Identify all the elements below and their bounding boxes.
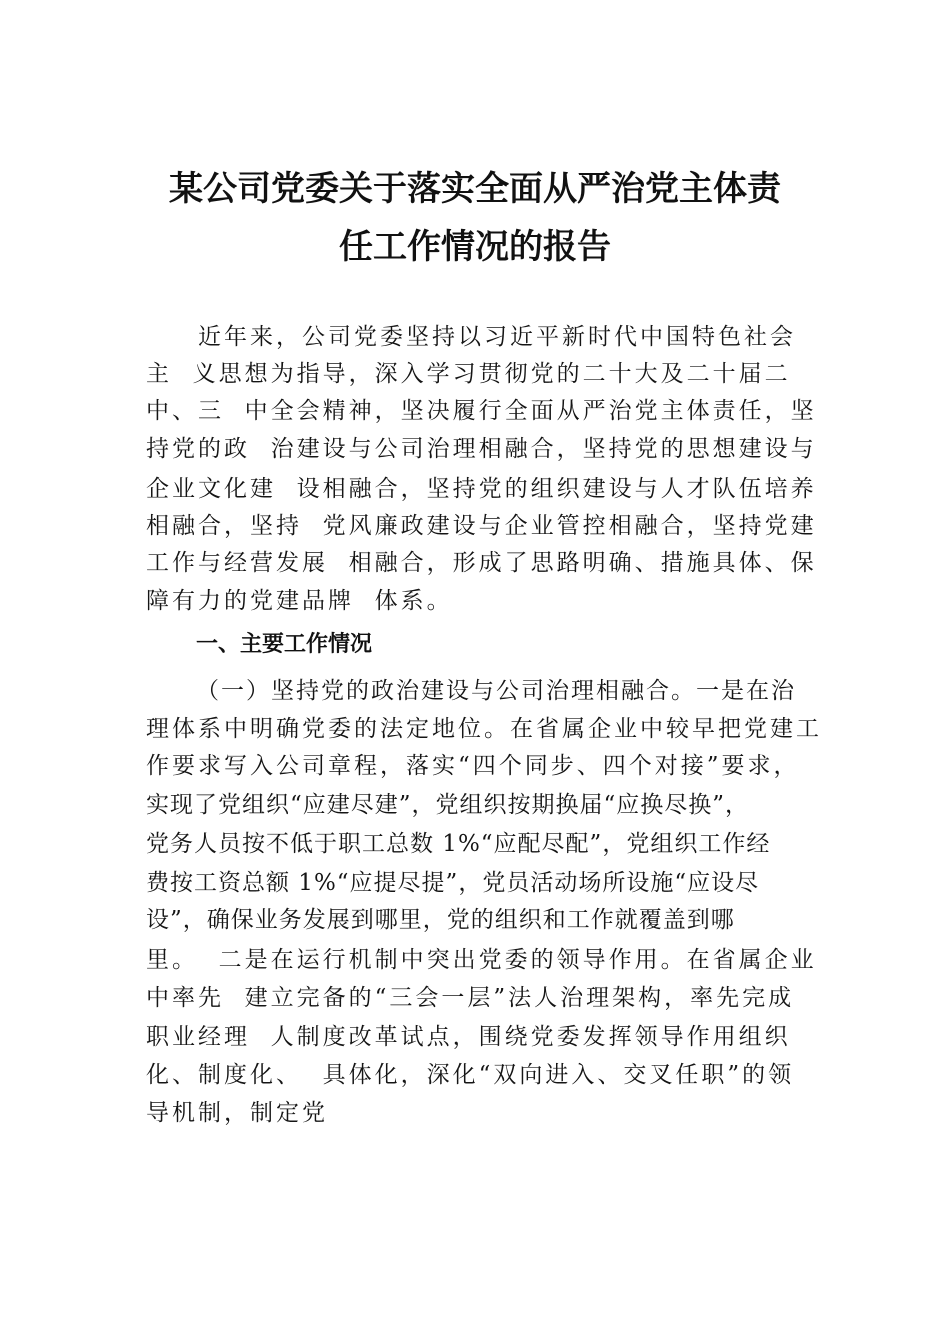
paragraph-2-line-6: 费按工资总额 1%“应提尽提”，党员活动场所设施“应设尽: [146, 870, 760, 896]
paragraph-1-line-6: 相融合，坚持 党风廉政建设与企业管控相融合，坚持党建: [146, 513, 817, 539]
paragraph-1-line-8: 障有力的党建品牌 体系。: [146, 588, 453, 614]
paragraph-2-line-10: 职业经理 人制度改革试点，围绕党委发挥领导作用组织: [146, 1024, 791, 1050]
paragraph-2-line-5: 党务人员按不低于职工总数 1%“应配尽配”，党组织工作经: [146, 831, 771, 857]
document-title-line-2: 任工作情况的报告: [339, 227, 611, 267]
paragraph-1-line-4: 持党的政 治建设与公司治理相融合，坚持党的思想建设与: [146, 436, 817, 462]
paragraph-2-line-3: 作要求写入公司章程，落实“四个同步、四个对接”要求，: [146, 753, 800, 779]
paragraph-1-line-7: 工作与经营发展 相融合，形成了思路明确、措施具体、保: [146, 550, 817, 576]
paragraph-2-line-11: 化、制度化、 具体化，深化“双向进入、交叉任职”的领: [146, 1062, 795, 1088]
paragraph-1-line-5: 企业文化建 设相融合，坚持党的组织建设与人才队伍培养: [146, 476, 817, 502]
paragraph-2-line-4: 实现了党组织“应建尽建”，党组织按期换届“应换尽换”，: [146, 792, 750, 818]
paragraph-2-line-7: 设”，确保业务发展到哪里，党的组织和工作就覆盖到哪: [146, 907, 735, 933]
paragraph-2-line-12: 导机制，制定党: [146, 1100, 328, 1126]
section-heading: 一、主要工作情况: [196, 632, 373, 657]
document-title-line-1: 某公司党委关于落实全面从严治党主体责: [169, 169, 781, 209]
paragraph-1-line-2: 主 义思想为指导，深入学习贯彻党的二十大及二十届二: [146, 361, 791, 387]
paragraph-2-line-8: 里。 二是在运行机制中突出党委的领导作用。在省属企业: [146, 947, 817, 973]
paragraph-1-line-3: 中、三 中全会精神，坚决履行全面从严治党主体责任，坚: [146, 398, 817, 424]
paragraph-2-line-2: 理体系中明确党委的法定地位。在省属企业中较早把党建工: [146, 716, 822, 742]
paragraph-1-line-1: 近年来，公司党委坚持以习近平新时代中国特色社会: [198, 324, 796, 350]
paragraph-2-line-1: （一）坚持党的政治建设与公司治理相融合。一是在治: [196, 678, 796, 704]
paragraph-2-line-9: 中率先 建立完备的“三会一层”法人治理架构，率先完成: [146, 985, 795, 1011]
